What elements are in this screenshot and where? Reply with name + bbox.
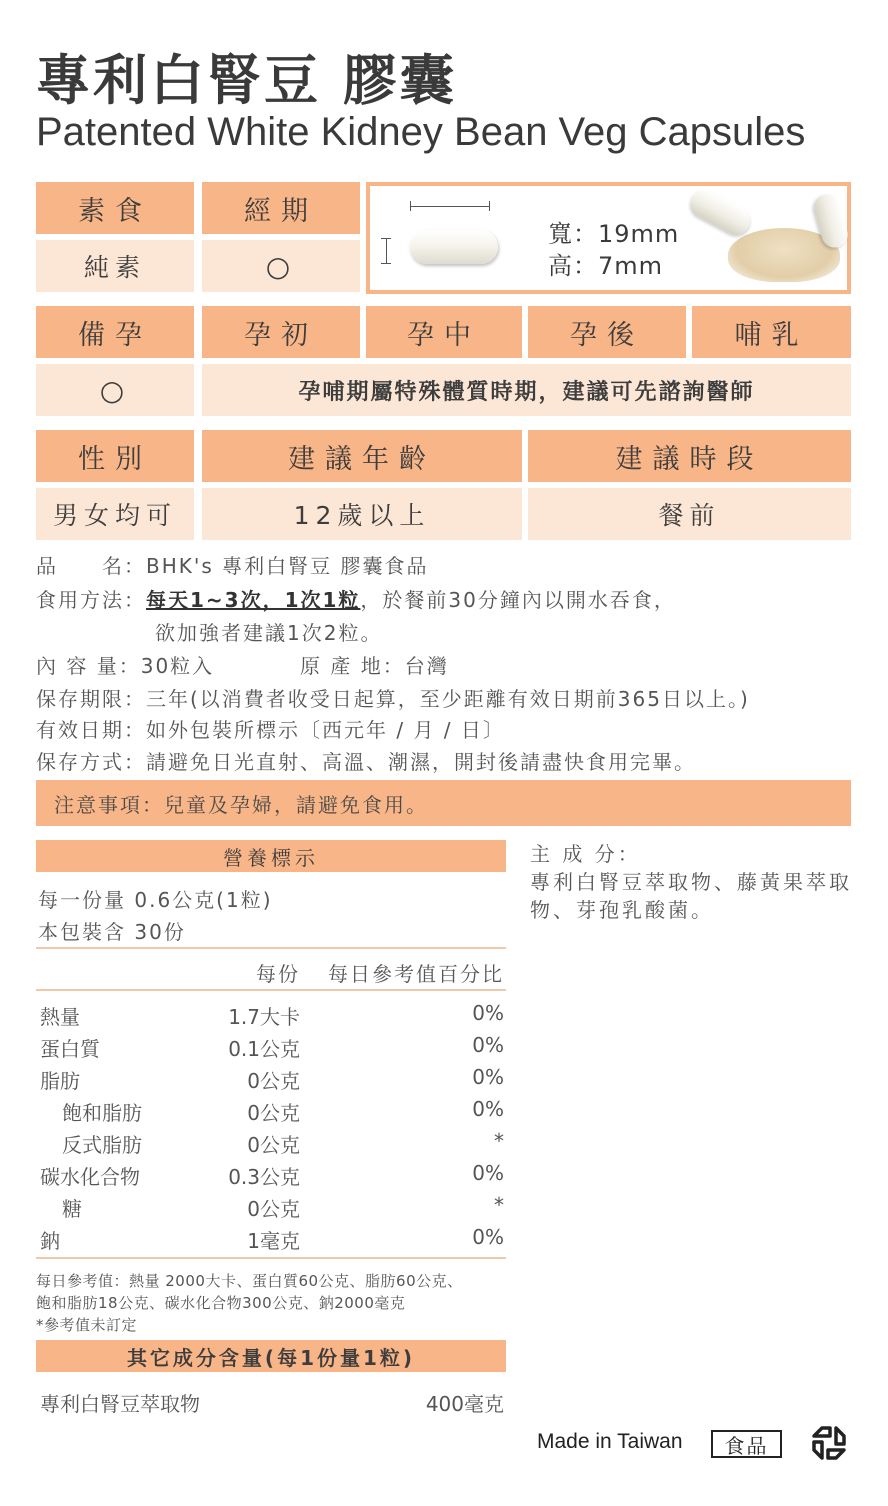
nutrient-daily-value: 0% bbox=[472, 1001, 504, 1025]
pregnancy-header-mid: 孕中 bbox=[366, 306, 522, 358]
nutrition-row-sodium bbox=[36, 1223, 506, 1255]
product-name-line: 品 名：BHK's 專利白腎豆 膠囊食品 bbox=[36, 554, 429, 578]
nutrient-name: 碳水化合物 bbox=[40, 1165, 140, 1189]
usage-header-gender: 性別 bbox=[36, 430, 194, 482]
other-ingredients-title: 其它成分含量(每1份量1粒) bbox=[36, 1340, 506, 1372]
daily-value-footnote-3: *參考值未訂定 bbox=[36, 1316, 138, 1334]
pregnancy-header-preparing: 備孕 bbox=[36, 306, 194, 358]
nutrient-daily-value: 0% bbox=[472, 1161, 504, 1185]
diet-header-menstrual: 經期 bbox=[202, 182, 360, 234]
usage-method-emphasis: 每天1~3次，1次1粒 bbox=[146, 588, 361, 612]
height-dimension-line bbox=[386, 238, 387, 264]
diet-value-menstrual: ○ bbox=[202, 240, 360, 292]
usage-header-time: 建議時段 bbox=[528, 430, 851, 482]
nutrient-value: 0公克 bbox=[247, 1069, 300, 1093]
usage-value-gender: 男女均可 bbox=[36, 488, 194, 540]
serving-size: 每一份量 0.6公克(1粒) bbox=[38, 888, 273, 912]
main-ingredients-line2: 物、芽孢乳酸菌。 bbox=[530, 898, 714, 922]
nutrient-name: 熱量 bbox=[40, 1005, 80, 1029]
nutrient-name: 糖 bbox=[62, 1197, 82, 1221]
usage-method-label: 食用方法： bbox=[36, 588, 146, 612]
daily-value-footnote-2: 飽和脂肪18公克、碳水化合物300公克、鈉2000毫克 bbox=[36, 1294, 406, 1312]
usage-method-rest: ，於餐前30分鐘內以開水吞食， bbox=[360, 588, 676, 612]
pregnancy-header-late: 孕後 bbox=[528, 306, 686, 358]
usage-value-age: 12歲以上 bbox=[202, 488, 522, 540]
nutrient-value: 0公克 bbox=[247, 1197, 300, 1221]
nutrition-row-calories bbox=[36, 999, 506, 1031]
nutrient-value: 0.1公克 bbox=[228, 1037, 300, 1061]
nutrient-daily-value: * bbox=[494, 1129, 504, 1153]
usage-value-time: 餐前 bbox=[528, 488, 851, 540]
main-ingredients-label: 主 成 分： bbox=[530, 842, 641, 866]
capsule-illustration-2 bbox=[685, 185, 755, 240]
usage-method-line bbox=[36, 584, 676, 613]
nutrient-daily-value: 0% bbox=[472, 1097, 504, 1121]
daily-value-footnote-1: 每日參考值：熱量 2000大卡、蛋白質60公克、脂肪60公克、 bbox=[36, 1272, 463, 1290]
nutrition-row-saturated-fat bbox=[36, 1095, 506, 1127]
capsule-illustration bbox=[410, 230, 498, 264]
product-title-en: Patented White Kidney Bean Veg Capsules bbox=[36, 110, 806, 154]
nutrient-daily-value: 0% bbox=[472, 1033, 504, 1057]
made-in-taiwan: Made in Taiwan bbox=[537, 1430, 683, 1453]
width-dimension-line bbox=[410, 206, 490, 207]
diet-header-vegetarian: 素食 bbox=[36, 182, 194, 234]
diet-value-vegan: 純素 bbox=[36, 240, 194, 292]
ingredient-name: 專利白腎豆萃取物 bbox=[40, 1392, 200, 1416]
nutrition-divider-header bbox=[36, 989, 506, 991]
nutrient-name: 鈉 bbox=[40, 1229, 60, 1253]
pregnancy-header-breastfeeding: 哺乳 bbox=[692, 306, 851, 358]
nutrient-daily-value: * bbox=[494, 1193, 504, 1217]
nutrient-name: 反式脂肪 bbox=[62, 1133, 142, 1157]
column-per-serving: 每份 bbox=[256, 962, 300, 986]
pregnancy-header-early: 孕初 bbox=[202, 306, 360, 358]
shelf-life-line: 保存期限：三年(以消費者收受日起算，至少距離有效日期前365日以上。) bbox=[36, 687, 750, 711]
nutrient-name: 飽和脂肪 bbox=[62, 1101, 142, 1125]
recycle-icon bbox=[808, 1422, 850, 1464]
usage-method-line2: 欲加強者建議1次2粒。 bbox=[155, 621, 383, 645]
product-title-zh: 專利白腎豆 膠囊 bbox=[36, 49, 457, 112]
nutrient-daily-value: 0% bbox=[472, 1225, 504, 1249]
nutrient-name: 脂肪 bbox=[40, 1069, 80, 1093]
storage-line: 保存方式：請避免日光直射、高溫、潮濕，開封後請盡快食用完畢。 bbox=[36, 750, 696, 774]
column-daily-value: 每日參考值百分比 bbox=[328, 962, 504, 986]
nutrient-daily-value: 0% bbox=[472, 1065, 504, 1089]
content-line: 內 容 量：30粒入 bbox=[36, 654, 215, 678]
nutrition-row-trans-fat bbox=[36, 1127, 506, 1159]
nutrition-title: 營養標示 bbox=[36, 840, 506, 872]
nutrition-row-carbohydrate bbox=[36, 1159, 506, 1191]
expiry-line: 有效日期：如外包裝所標示〔西元年 / 月 / 日〕 bbox=[36, 718, 505, 742]
ingredient-amount: 400毫克 bbox=[425, 1392, 504, 1416]
usage-header-age: 建議年齡 bbox=[202, 430, 522, 482]
nutrient-name: 蛋白質 bbox=[40, 1037, 100, 1061]
nutrient-value: 1.7大卡 bbox=[228, 1005, 300, 1029]
notice-bar: 注意事項：兒童及孕婦，請避免食用。 bbox=[36, 780, 851, 826]
other-ingredients-row bbox=[36, 1386, 506, 1418]
food-mark-badge: 食品 bbox=[711, 1430, 782, 1458]
capsule-size-box bbox=[366, 182, 851, 294]
nutrition-row-protein bbox=[36, 1031, 506, 1063]
capsule-height: 高：7mm bbox=[548, 252, 664, 280]
nutrition-row-fat bbox=[36, 1063, 506, 1095]
main-ingredients-line1: 專利白腎豆萃取物、藤黃果萃取 bbox=[530, 870, 852, 894]
capsule-width: 寬：19mm bbox=[548, 220, 680, 248]
nutrient-value: 0公克 bbox=[247, 1133, 300, 1157]
nutrient-value: 0公克 bbox=[247, 1101, 300, 1125]
nutrient-value: 0.3公克 bbox=[228, 1165, 300, 1189]
origin-line: 原 產 地：台灣 bbox=[300, 654, 449, 678]
nutrition-row-sugar bbox=[36, 1191, 506, 1223]
nutrition-divider-bottom bbox=[36, 1257, 506, 1259]
pregnancy-value-preparing: ○ bbox=[36, 364, 194, 416]
nutrition-divider-top bbox=[36, 947, 506, 949]
nutrient-value: 1毫克 bbox=[247, 1229, 300, 1253]
pregnancy-note: 孕哺期屬特殊體質時期，建議可先諮詢醫師 bbox=[202, 364, 851, 416]
servings-per-package: 本包裝含 30份 bbox=[38, 920, 186, 944]
